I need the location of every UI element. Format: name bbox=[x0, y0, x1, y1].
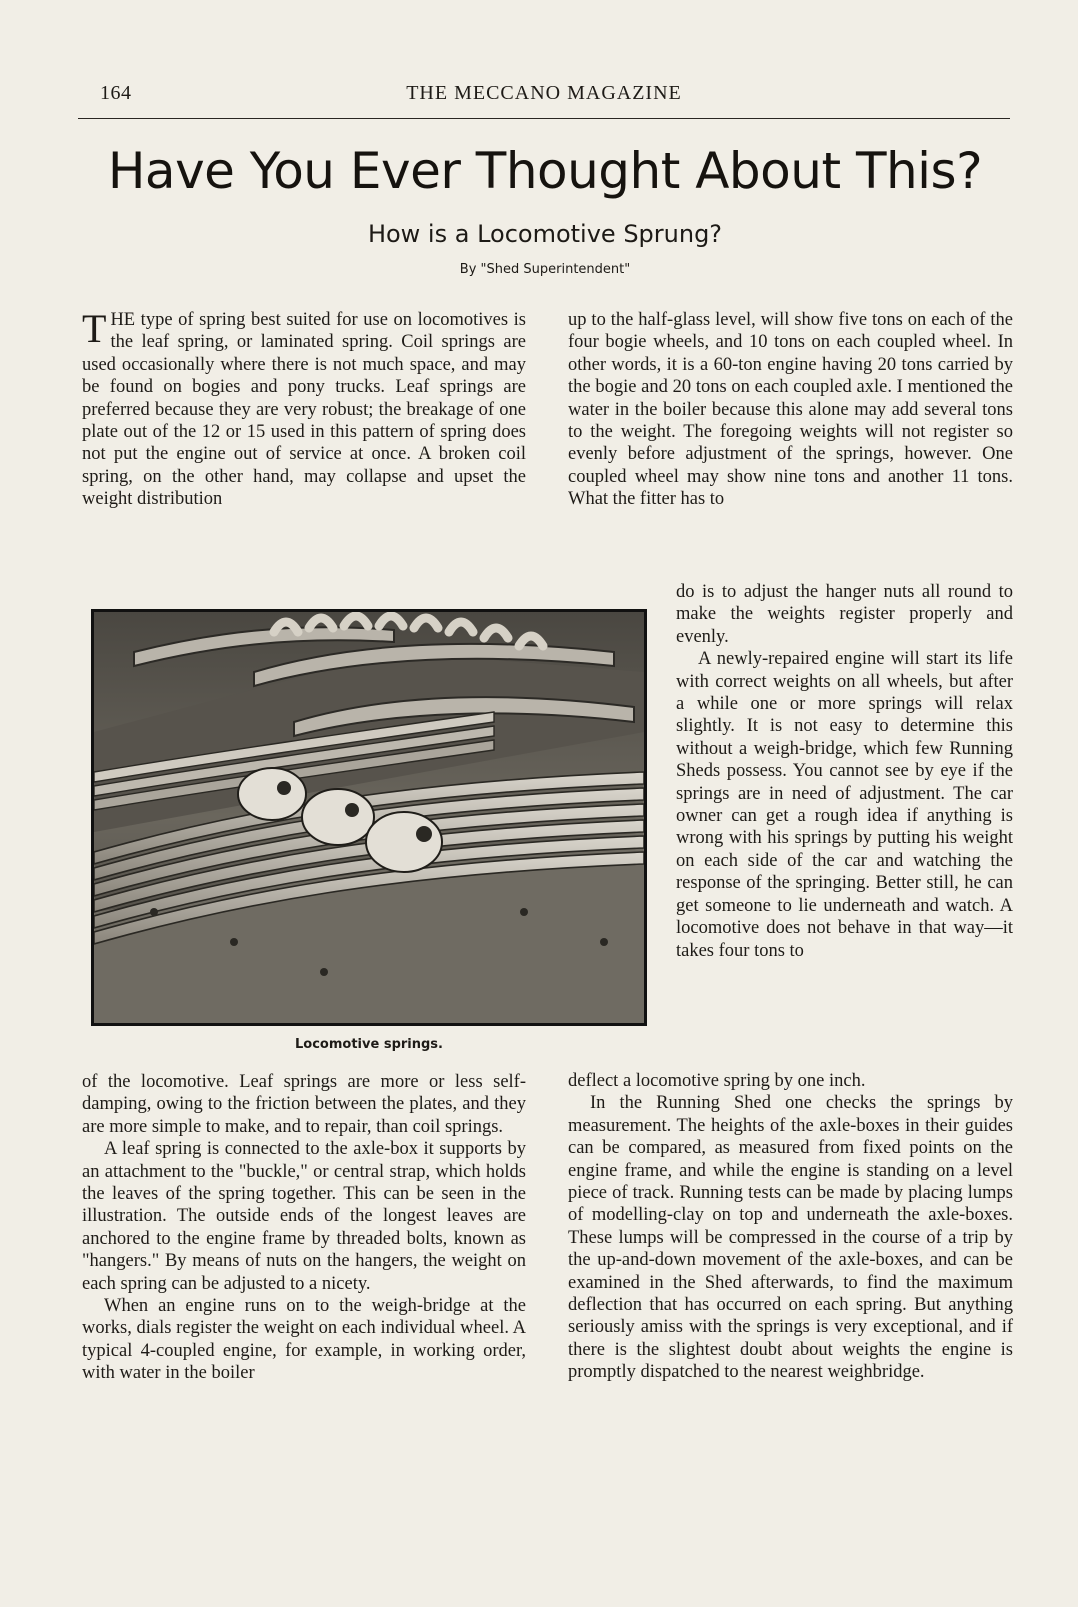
article-title: Have You Ever Thought About This? bbox=[107, 142, 983, 200]
paragraph: When an engine runs on to the weigh-bridge at the works, dials register the weight on each individual wheel. A typical 4-coupled engine, for example, in working order, with water in the boiler bbox=[82, 1296, 526, 1384]
column-right-narrow bbox=[676, 581, 1013, 962]
article-subtitle: How is a Locomotive Sprung? bbox=[367, 220, 723, 248]
figure-caption: Locomotive springs. bbox=[295, 1037, 443, 1052]
page-header bbox=[78, 82, 1010, 119]
column-right-top bbox=[568, 309, 1013, 511]
article-byline: By "Shed Superintendent" bbox=[459, 262, 631, 277]
paragraph: of the locomotive. Leaf springs are more or less self-damping, owing to the friction between the plates, and they are more simple to make, and to repair, than coil springs. bbox=[82, 1072, 526, 1137]
drop-cap: T bbox=[82, 306, 107, 351]
column-right-bottom bbox=[568, 1070, 1013, 1384]
paragraph: up to the half-glass level, will show five tons on each of the four bogie wheels, and 10 tons on each coupled wheel. In other words, it is a 60-ton engine having 20 tons carried by the bogie and 20 tons on each coupled axle. I mentioned the water in the boiler because this alone may add several tons to the weight. The foregoing weights will not register so evenly before adjustment of the springs, however. One coupled wheel may show nine tons and another 11 tons. What the fitter has to bbox=[568, 310, 1013, 510]
paragraph: In the Running Shed one checks the springs by measurement. The heights of the axle-boxes in their guides can be compared, as measured from fixed points on the engine frame, and while the engine is standing on a level piece of track. Running tests can be made by placing lumps of modelling-clay on top and underneath the axle-boxes. These lumps will be compressed in the course of a trip by the up-and-down movement of the axle-boxes, and can be examined in the Shed afterwards, to find the maximum deflection that has occurred on each spring. But anything seriously amiss with the springs is very exceptional, and if there is the slightest doubt about weights the engine is promptly dispatched to the nearest weighbridge. bbox=[568, 1093, 1013, 1383]
paragraph: A newly-repaired engine will start its life with correct weights on all wheels, but after a while one or more springs will relax slightly. It is not easy to determine this without a weigh-bridge, which few Running Sheds possess. You cannot see by eye if the springs are in need of adjustment. The car owner can get a rough idea if anything is wrong with his springs by putting his weight on each side of the car and watching the response of the springing. Better still, he can get someone to lie underneath and watch. A locomotive does not behave in that way—it takes four tons to bbox=[676, 649, 1013, 961]
paragraph: deflect a locomotive spring by one inch. bbox=[568, 1071, 866, 1091]
column-left-bottom bbox=[82, 1071, 526, 1385]
page-number: 164 bbox=[100, 82, 132, 104]
paragraph: do is to adjust the hanger nuts all round to make the weights register properly and evenly. bbox=[676, 582, 1013, 647]
paragraph: A leaf spring is connected to the axle-box it supports by an attachment to the "buckle," or central strap, which holds the leaves of the spring together. This can be seen in the illustration. The outside ends of the longest leaves are anchored to the engine frame by threaded bolts, known as "hangers." By means of nuts on the hangers, the weight on each spring can be adjusted to a nicety. bbox=[82, 1139, 526, 1294]
column-left-top bbox=[82, 306, 526, 511]
locomotive-springs-photo bbox=[91, 609, 647, 1026]
paragraph: HE type of spring best suited for use on locomotives is the leaf spring, or laminated spring. Coil springs are used occasionally where there is not much space, and may be found on bogies and pony trucks. Leaf springs are preferred because they are very robust; the breakage of one plate out of the 12 or 15 used in this pattern of spring does not put the engine out of service at once. A broken coil spring, on the other hand, may collapse and upset the weight distribution bbox=[82, 310, 526, 510]
magazine-title: THE MECCANO MAGAZINE bbox=[406, 82, 682, 104]
